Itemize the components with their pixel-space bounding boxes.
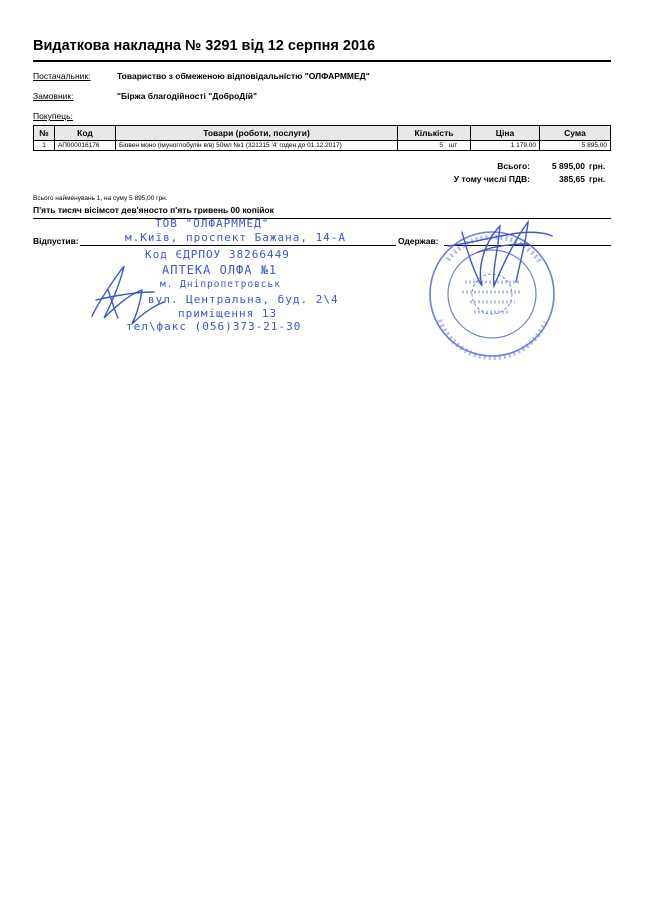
stamp-line-edrpou: Код ЄДРПОУ 38266449	[145, 248, 290, 261]
stamp-line-address: м.Київ, проспект Бажана, 14-А	[125, 231, 347, 244]
supplier-label: Постачальник:	[33, 71, 91, 81]
cell-price: 1 179,00	[471, 141, 540, 151]
total-currency: грн.	[589, 161, 606, 171]
col-header-num: №	[34, 126, 55, 141]
released-by-label: Відпустив:	[33, 236, 79, 246]
vat-value: 385,65	[559, 174, 585, 184]
cell-num: 1	[34, 141, 55, 151]
document-title: Видаткова накладна № 3291 від 12 серпня 2016	[33, 38, 376, 54]
customer-value: "Біржа благодійності "ДоброДій"	[117, 91, 257, 101]
col-header-price: Ціна	[471, 126, 540, 141]
signature-received	[448, 222, 552, 286]
stamp-line-phone: тел\факс (056)373-21-30	[126, 320, 302, 333]
cell-qty: 5	[398, 141, 447, 151]
supplier-value: Товариство з обмеженою відповідальністю "ОЛФАРММЕД"	[117, 71, 370, 81]
stamp-line-street: вул. Центральна, буд. 2\4	[148, 293, 339, 306]
col-header-goods: Товари (роботи, послуги)	[116, 126, 398, 141]
customer-label: Замовник:	[33, 91, 74, 101]
col-header-sum: Сума	[540, 126, 611, 141]
cell-goods: Біовен моно (імуноглобулін в/в) 50мл №1 (321215 '4' годен до 01.12.2017)	[116, 141, 398, 151]
col-header-qty: Кількість	[398, 126, 471, 141]
stamp-line-pharmacy: АПТЕКА ОЛФА №1	[162, 263, 278, 277]
stamp-line-company: ТОВ "ОЛФАРММЕД"	[155, 217, 270, 230]
cell-code: АП000016176	[55, 141, 116, 151]
total-value: 5 895,00	[551, 161, 585, 171]
total-label: Всього:	[497, 161, 530, 171]
vat-label: У тому числі ПДВ:	[453, 174, 530, 184]
cell-sum: 5 895,00	[540, 141, 611, 151]
amount-in-words: П'ять тисяч вісімсот дев'яносто п'ять гривень 00 копійок	[33, 205, 274, 215]
stamp-line-city: м. Дніпропетровськ	[160, 279, 281, 290]
col-header-code: Код	[55, 126, 116, 141]
stamp-line-premises: приміщення 13	[178, 307, 278, 320]
cell-unit: шт	[446, 141, 471, 151]
received-by-label: Одержав:	[398, 236, 439, 246]
round-stamp	[430, 232, 554, 358]
items-count-summary: Всього найменувань 1, на суму 5 895,00 грн.	[33, 195, 168, 202]
signature-released	[92, 266, 164, 324]
vat-currency: грн.	[589, 174, 606, 184]
buyer-label: Покупець:	[33, 111, 73, 121]
